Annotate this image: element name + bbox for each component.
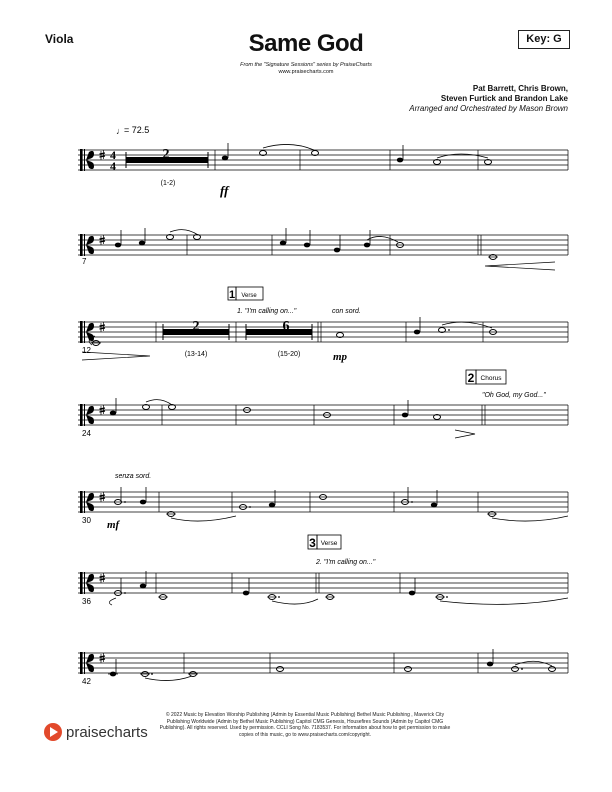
rehearsal-number: 3 [309,536,316,550]
staff-system-3 [78,308,568,363]
rehearsal-label: Chorus [480,375,502,382]
technique-con-sord: con sord. [332,308,361,315]
composers-line-2: Steven Furtick and Brandon Lake [440,94,568,103]
measure-number: 30 [82,516,91,525]
tempo-value: = 72.5 [124,125,150,135]
key-badge: Key: G [518,30,570,49]
rest-count: 2 [162,147,170,162]
dynamic-mf: mf [107,519,120,531]
measure-number: 24 [82,429,91,438]
dynamic-ff: ff [220,183,229,198]
rest-range: (13-14) [184,351,208,358]
rest-range: (1-2) [160,180,176,187]
measure-number: 7 [82,257,87,266]
staff-system-4 [78,398,568,438]
lyric-cue: 1. "I'm calling on..." [237,308,297,315]
rehearsal-number: 1 [228,289,236,301]
rehearsal-label: Verse [320,540,338,547]
rest-count: 2 [192,319,200,334]
praisecharts-logo [44,723,148,741]
copyright-notice: © 2022 Music by Elevation Worship Publishing (Admin by Essential Music Publishing) Bethel Music Publishing , Maverick City Publishing Worldwide (Admin by Bethel Music Publishing) Capitol CMG Genesis, Housefires Sounds (Admin by Capitol CMG Publishing). All rights reserved. Used by permission. CCLI Song No. 7183537. For information about how to get permission to make copies of this music, go to www.praisecharts.com/copyright. [159,712,451,738]
staff-system-2 [78,228,568,270]
series-note: From the "Signature Sessions" series by PraiseCharts [240,62,372,68]
rest-count: 6 [282,319,290,334]
rehearsal-mark-verse-2 [308,535,376,566]
lyric-cue: 2. "I'm calling on..." [316,559,376,566]
play-logo-icon [44,723,62,741]
staff-system-6 [78,571,568,606]
staff-system-7 [78,649,568,686]
technique-senza-sord: senza sord. [115,473,152,480]
instrument-name: Viola [45,32,74,46]
dynamic-mp: mp [333,351,348,363]
time-sig-top: 4 [110,148,116,162]
time-sig-bottom: 4 [110,159,116,173]
rehearsal-label: Verse [241,293,257,299]
composers-line-1: Pat Barrett, Chris Brown, [472,84,568,93]
tempo-note-icon: ♩ [116,126,125,136]
song-title: Same God [248,30,364,57]
measure-number: 12 [82,346,91,355]
staff-system-5 [78,473,568,531]
measure-number: 42 [82,677,91,686]
rehearsal-mark-verse-1 [228,287,297,315]
arranger: Arranged and Orchestrated by Mason Brown [409,104,568,113]
staff-system-1 [78,143,568,198]
rehearsal-mark-chorus [466,370,546,399]
brand-name: praisecharts [66,723,148,741]
rest-range: (15-20) [277,351,301,358]
measure-number: 36 [82,597,91,606]
lyric-cue: "Oh God, my God..." [482,392,546,399]
rehearsal-number: 2 [467,371,475,385]
website: www.praisecharts.com [278,69,334,75]
